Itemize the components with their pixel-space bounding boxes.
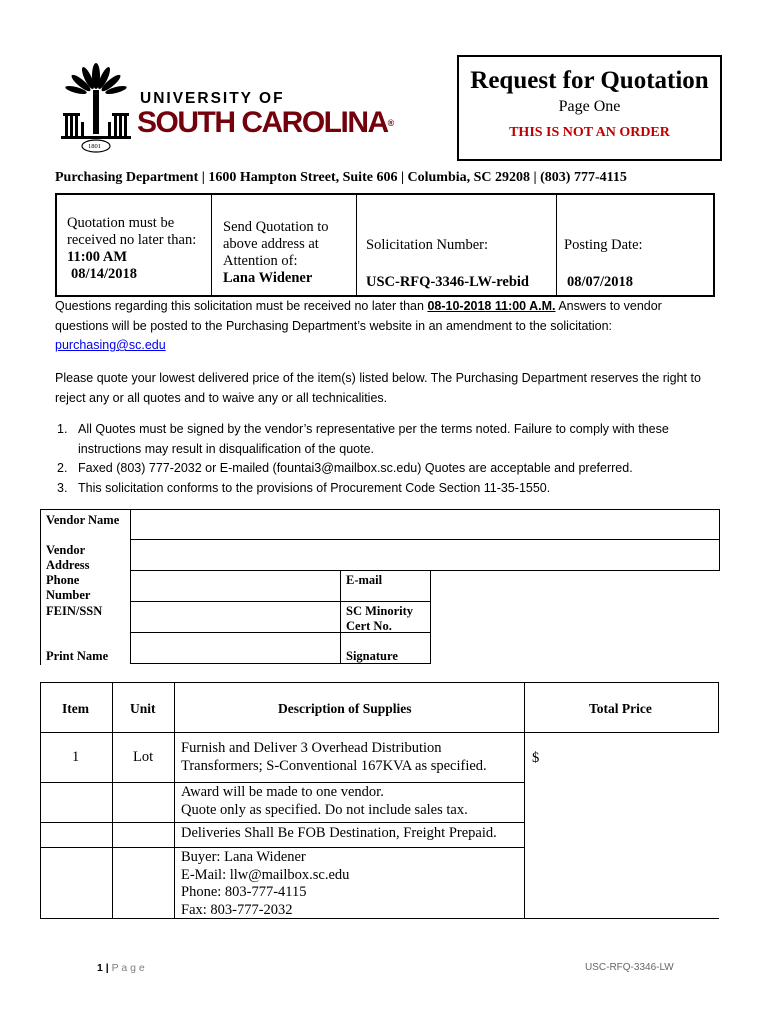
quote-deadline-time: 11:00 AM: [67, 249, 128, 265]
purchasing-email-link[interactable]: purchasing@sc.edu: [55, 338, 166, 352]
signature-field[interactable]: [432, 634, 718, 662]
minority-cert-label: SC Minority Cert No.: [346, 604, 414, 633]
questions-text-2: questions will be posted to the Purchasing Department’s website in an amendment to the solicitation:: [55, 318, 613, 333]
fein-ssn-label: FEIN/SSN: [46, 604, 103, 618]
solicitation-number-label: Solicitation Number:: [366, 237, 489, 253]
fein-ssn-field[interactable]: [132, 603, 338, 631]
list-text: Faxed (803) 777-2032 or E-mailed (fountai3@mailbox.sc.edu) Quotes are acceptable and preferred.: [78, 461, 633, 475]
delivery-note: Deliveries Shall Be FOB Destination, Freight Prepaid.: [181, 825, 497, 841]
email-field[interactable]: [432, 572, 718, 600]
print-name-field[interactable]: [132, 634, 338, 662]
phone-number-label: Phone Number: [46, 573, 91, 602]
questions-text: Questions regarding this solicitation must be received no later than: [55, 299, 428, 313]
list-text: instructions may result in disqualification of the quote.: [78, 441, 374, 456]
items-table: [40, 682, 719, 919]
buyer-contact: Buyer: Lana Widener E-Mail: llw@mailbox.sc.edu Phone: 803-777-4115 Fax: 803-777-2032: [181, 849, 350, 918]
send-label-2: above address at: [223, 236, 319, 252]
unit-column-header: Unit: [130, 701, 156, 716]
instructions-list: [57, 420, 727, 498]
university-logo: [55, 62, 400, 157]
rfq-header-box: [457, 55, 722, 161]
phone-number-field[interactable]: [132, 572, 338, 600]
list-item: [57, 479, 727, 499]
solicitation-number-cell: [357, 195, 557, 295]
quote-deadline-label-1: Quotation must be: [67, 215, 175, 231]
rfq-title: Request for Quotation: [470, 67, 709, 94]
quote-text-2: reject any or all quotes and to waive any or all technicalities.: [55, 390, 388, 405]
solicitation-info-table: [55, 193, 715, 297]
posting-date-label: Posting Date:: [564, 237, 643, 253]
solicitation-number: USC-RFQ-3346-LW-rebid: [366, 274, 529, 290]
minority-cert-field[interactable]: [432, 603, 718, 631]
questions-paragraph: [55, 297, 725, 356]
send-label-3: Attention of:: [223, 253, 298, 269]
quote-deadline-label-2: received no later than:: [67, 232, 197, 248]
document-id-footer: USC-RFQ-3346-LW: [585, 962, 674, 973]
item-unit: Lot: [133, 749, 154, 765]
questions-text-end: Answers to vendor: [555, 299, 662, 313]
signature-label: Signature: [346, 649, 398, 663]
item-description: Furnish and Deliver 3 Overhead Distribution Transformers; S-Conventional 167KVA as specified.: [181, 740, 487, 774]
vendor-name-field[interactable]: [132, 511, 718, 538]
seal-year: 1801: [88, 143, 101, 150]
posting-date: 08/07/2018: [567, 274, 634, 290]
vendor-name-label: Vendor Name: [46, 513, 120, 527]
quote-deadline-cell: [57, 195, 212, 295]
total-price-field[interactable]: $: [532, 750, 540, 766]
list-number: 1.: [57, 422, 68, 436]
page-footer: 1 | P a g e: [97, 962, 145, 974]
list-text: This solicitation conforms to the provisions of Procurement Code Section 11-35-1550.: [78, 480, 551, 495]
vendor-address-label: Vendor Address: [46, 543, 90, 572]
page-number: 1: [97, 962, 103, 974]
page-word: P a g e: [111, 962, 145, 974]
list-number: 3.: [57, 480, 68, 495]
vendor-info-table: [40, 509, 720, 665]
total-price-column-header: Total Price: [589, 701, 652, 716]
quote-deadline-date: 08/14/2018: [71, 266, 138, 282]
buyer-name: Lana Widener: [223, 270, 313, 286]
email-label: E-mail: [346, 573, 383, 587]
item-number: 1: [72, 749, 80, 765]
logo-university-of: UNIVERSITY OF: [140, 90, 285, 107]
print-name-label: Print Name: [46, 649, 109, 663]
vendor-address-field[interactable]: [132, 541, 718, 569]
not-an-order-notice: THIS IS NOT AN ORDER: [509, 125, 670, 140]
list-number: 2.: [57, 461, 68, 475]
posting-date-cell: [557, 195, 713, 295]
questions-deadline: 08-10-2018 11:00 A.M.: [427, 299, 556, 313]
send-quotation-cell: [212, 195, 357, 295]
rfq-page-label: Page One: [558, 98, 621, 115]
list-item: [57, 420, 727, 459]
award-note: Award will be made to one vendor. Quote only as specified. Do not include sales tax.: [181, 784, 468, 818]
quote-instructions-paragraph: [55, 369, 725, 408]
logo-south-carolina: SOUTH CAROLINA®: [137, 106, 395, 139]
item-column-header: Item: [62, 701, 89, 716]
description-column-header: Description of Supplies: [278, 701, 412, 716]
quote-text-1: Please quote your lowest delivered price of the item(s) listed below. The Purchasing Department reserves the right to: [55, 371, 701, 385]
list-item: [57, 459, 727, 479]
send-label-1: Send Quotation to: [223, 219, 329, 235]
list-text: All Quotes must be signed by the vendor’s representative per the terms noted. Failure to comply with these: [78, 422, 669, 436]
department-address-line: Purchasing Department | 1600 Hampton Street, Suite 606 | Columbia, SC 29208 | (803) 777-4115: [55, 170, 627, 185]
